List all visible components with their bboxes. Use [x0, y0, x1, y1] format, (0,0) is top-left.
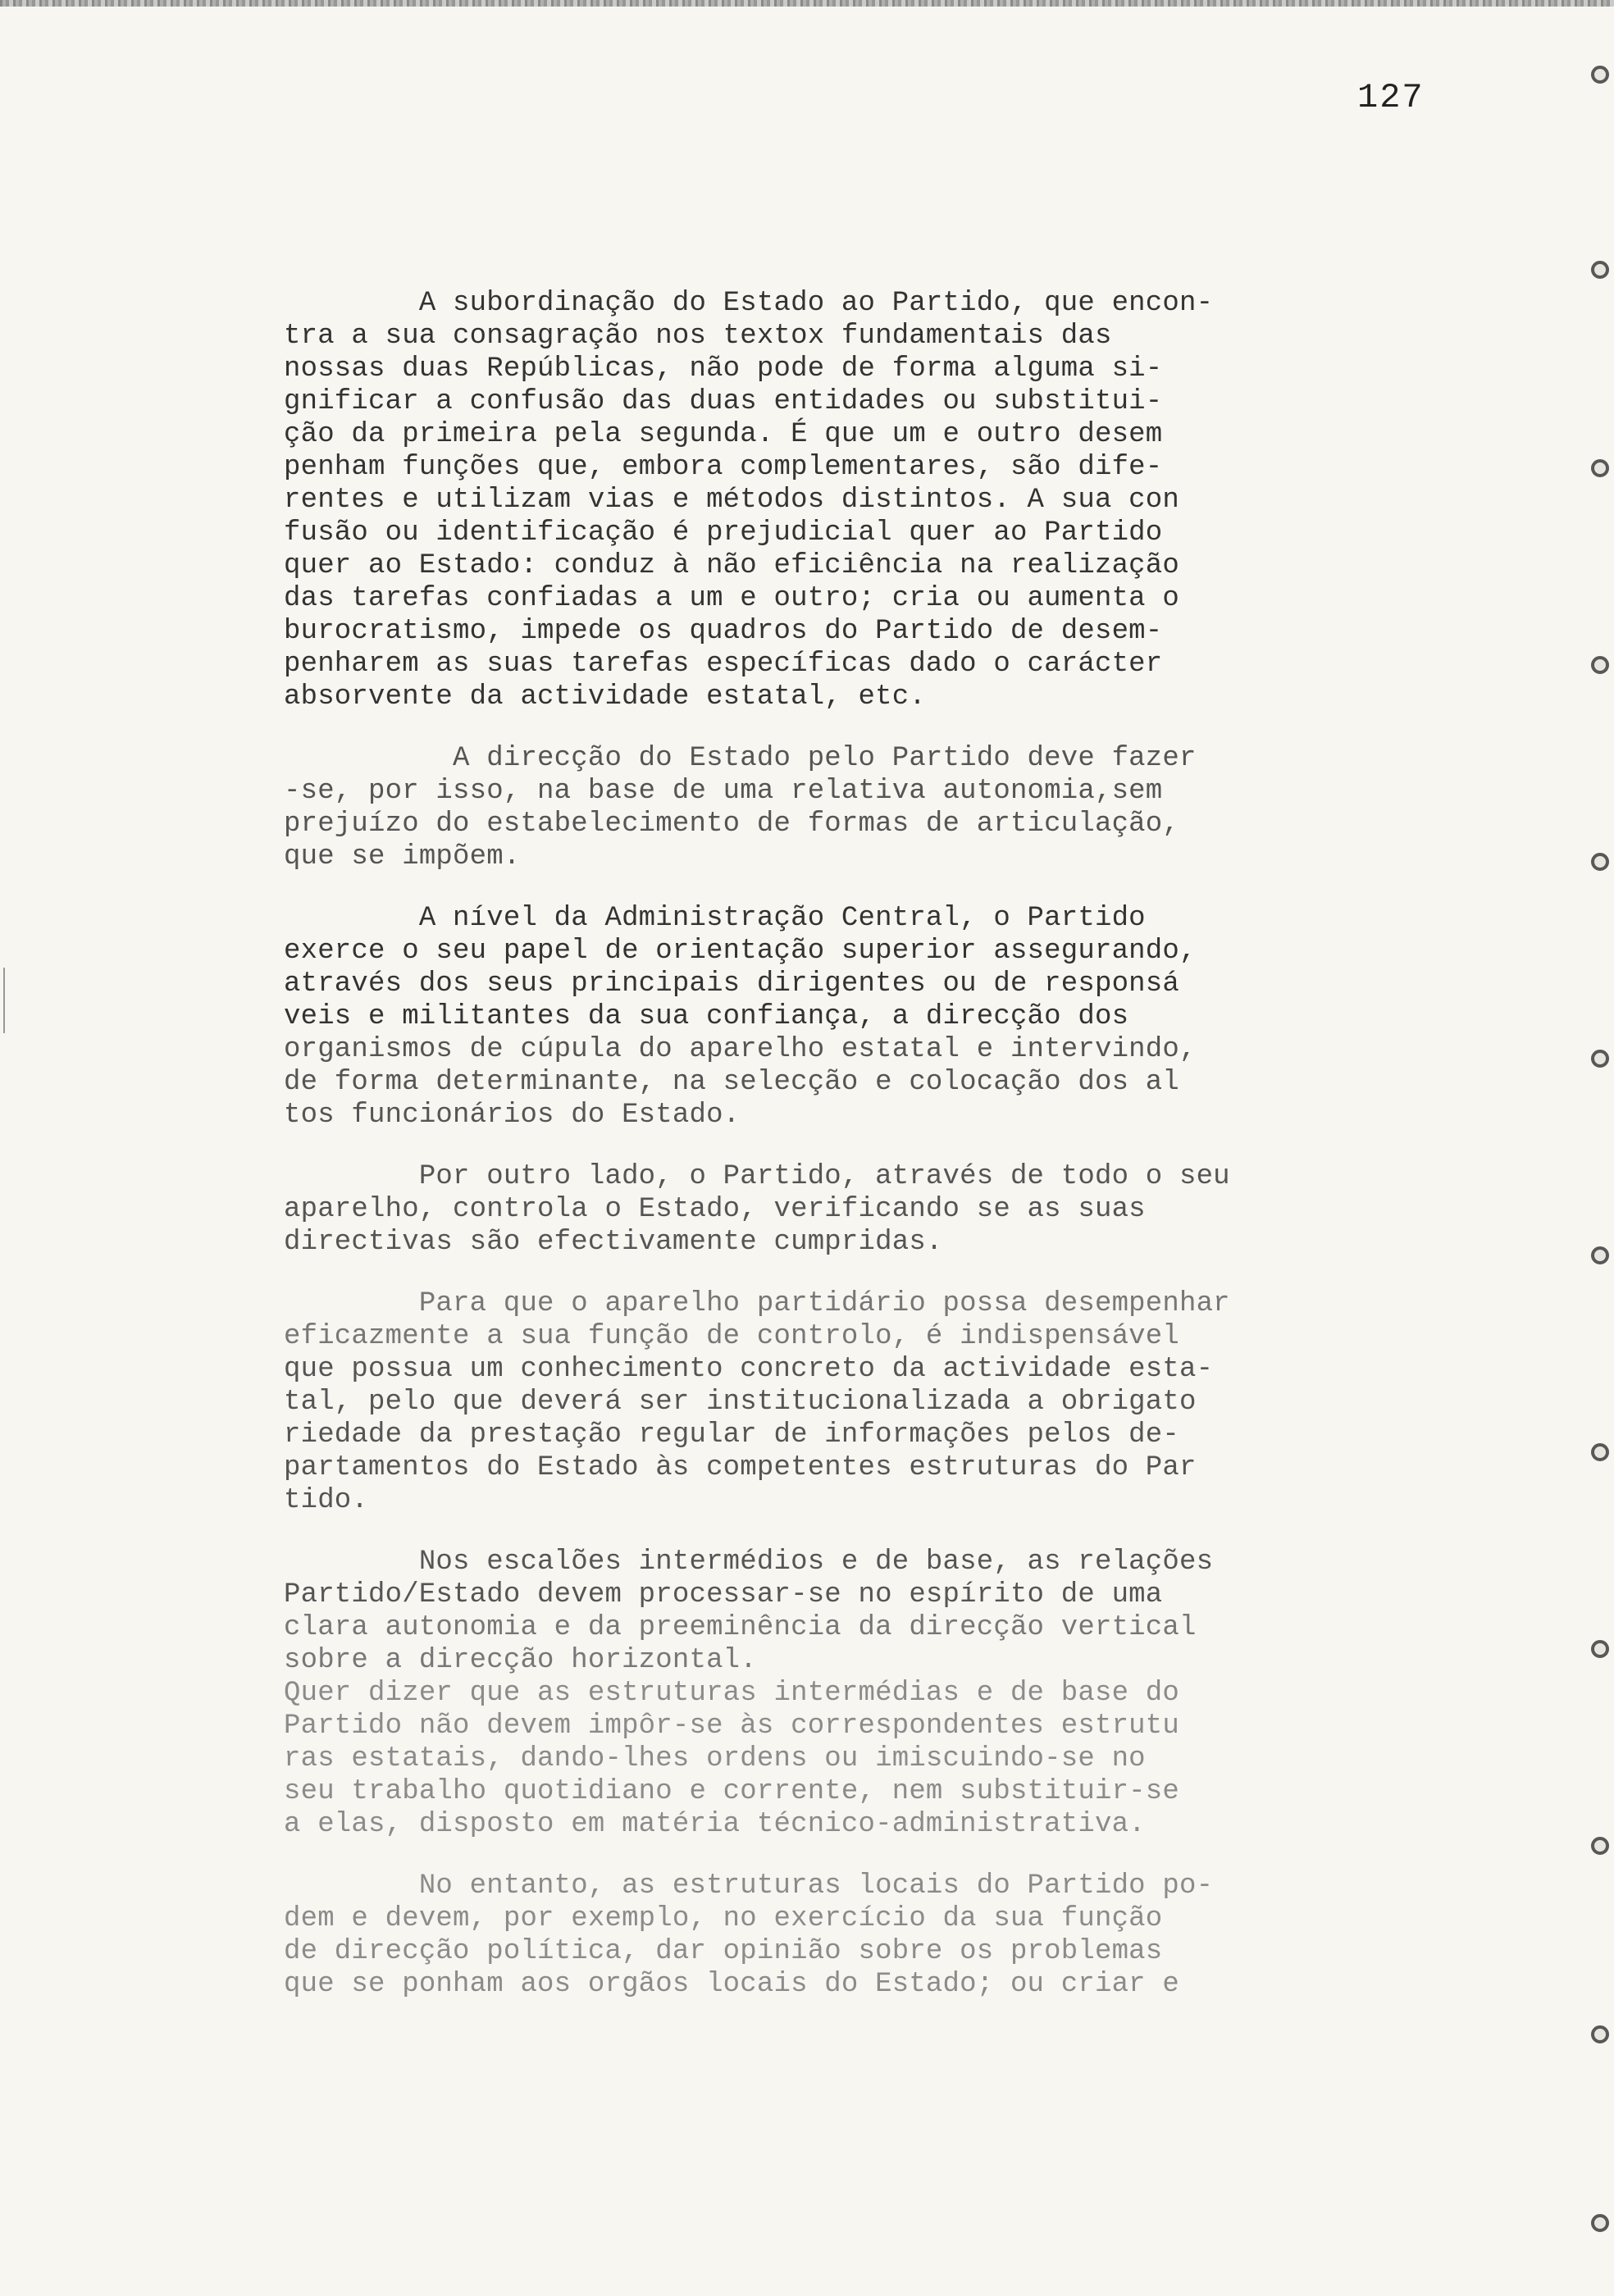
paragraph-gap: [284, 873, 1424, 902]
page-number: 127: [1357, 78, 1425, 117]
binder-hole-icon: [1591, 261, 1609, 279]
text-line: através dos seus principais dirigentes ou de responsá: [284, 968, 1179, 1000]
paragraph-6: [284, 1546, 1424, 1841]
text-line: ras estatais, dando-lhes ordens ou imiscuindo-se no: [284, 1743, 1146, 1774]
text-line: absorvente da actividade estatal, etc.: [284, 681, 926, 713]
text-line: quer ao Estado: conduz à não eficiência na realização: [284, 550, 1179, 581]
scan-top-edge: [0, 0, 1614, 7]
paragraph-4: [284, 1160, 1424, 1259]
text-line: A direcção do Estado pelo Partido deve fazer: [284, 743, 1197, 774]
binder-hole-icon: [1591, 656, 1609, 674]
binder-hole-icon: [1591, 2214, 1609, 2232]
text-line: ção da primeira pela segunda. É que um e outro desem: [284, 419, 1163, 450]
text-line: a elas, disposto em matéria técnico-administrativa.: [284, 1809, 1146, 1840]
text-line: riedade da prestação regular de informações pelos de-: [284, 1419, 1179, 1451]
text-line: penharem as suas tarefas específicas dado o carácter: [284, 649, 1163, 680]
text-line: gnificar a confusão das duas entidades ou substitui-: [284, 386, 1163, 417]
text-line: directivas são efectivamente cumpridas.: [284, 1227, 943, 1258]
text-line: partamentos do Estado às competentes estruturas do Par: [284, 1452, 1197, 1483]
text-line: prejuízo do estabelecimento de formas de articulação,: [284, 809, 1179, 840]
text-line: tal, pelo que deverá ser institucionalizada a obrigato: [284, 1387, 1197, 1418]
text-line: seu trabalho quotidiano e corrente, nem substituir-se: [284, 1776, 1179, 1807]
text-line: eficazmente a sua função de controlo, é indispensável: [284, 1321, 1179, 1352]
text-line: nossas duas Repúblicas, não pode de forma alguma si-: [284, 353, 1163, 385]
text-line: Partido não devem impôr-se às correspondentes estrutu: [284, 1711, 1179, 1742]
text-line: Partido/Estado devem processar-se no espírito de uma: [284, 1579, 1163, 1610]
text-line: tido.: [284, 1485, 369, 1516]
text-line: tos funcionários do Estado.: [284, 1100, 741, 1131]
text-line: que se impõem.: [284, 841, 521, 872]
text-line: Para que o aparelho partidário possa desempenhar: [284, 1288, 1230, 1319]
paragraph-7: [284, 1870, 1424, 2001]
scan-mark: [3, 968, 5, 1033]
paragraph-3: [284, 902, 1424, 1132]
binder-hole-icon: [1591, 1837, 1609, 1855]
text-line: organismos de cúpula do aparelho estatal e intervindo,: [284, 1034, 1197, 1065]
binder-hole-icon: [1591, 1050, 1609, 1068]
text-line: dem e devem, por exemplo, no exercício da sua função: [284, 1903, 1163, 1934]
paragraph-5: [284, 1287, 1424, 1517]
text-line: Nos escalões intermédios e de base, as relações: [284, 1547, 1214, 1578]
text-line: de forma determinante, na selecção e colocação dos al: [284, 1067, 1179, 1098]
text-line: rentes e utilizam vias e métodos distintos. A sua con: [284, 485, 1179, 516]
paragraph-2: [284, 742, 1424, 873]
text-line: clara autonomia e da preeminência da direcção vertical: [284, 1612, 1197, 1643]
text-line: sobre a direcção horizontal.: [284, 1645, 757, 1676]
text-line: aparelho, controla o Estado, verificando se as suas: [284, 1194, 1146, 1225]
paragraph-gap: [284, 1841, 1424, 1870]
text-line: Quer dizer que as estruturas intermédias e de base do: [284, 1678, 1179, 1709]
text-line: que possua um conhecimento concreto da actividade esta-: [284, 1354, 1214, 1385]
binder-hole-icon: [1591, 853, 1609, 871]
text-line: das tarefas confiadas a um e outro; cria ou aumenta o: [284, 583, 1179, 614]
text-line: Por outro lado, o Partido, através de todo o seu: [284, 1161, 1230, 1192]
text-line: A subordinação do Estado ao Partido, que encon-: [284, 288, 1214, 319]
text-line: veis e militantes da sua confiança, a direcção dos: [284, 1001, 1129, 1032]
text-line: burocratismo, impede os quadros do Partido de desem-: [284, 616, 1163, 647]
paragraph-gap: [284, 713, 1424, 742]
paragraph-1: [284, 287, 1424, 713]
binder-hole-icon: [1591, 1443, 1609, 1461]
binder-hole-icon: [1591, 2025, 1609, 2043]
binder-hole-icon: [1591, 1640, 1609, 1658]
text-line: que se ponham aos orgãos locais do Estado; ou criar e: [284, 1969, 1179, 2000]
text-line: A nível da Administração Central, o Partido: [284, 903, 1146, 934]
text-line: penham funções que, embora complementares, são dife-: [284, 452, 1163, 483]
paragraph-gap: [284, 1132, 1424, 1160]
body-text: [284, 287, 1424, 2001]
paragraph-gap: [284, 1517, 1424, 1546]
binder-hole-icon: [1591, 66, 1609, 84]
text-line: tra a sua consagração nos textox fundamentais das: [284, 321, 1112, 352]
text-line: -se, por isso, na base de uma relativa autonomia,sem: [284, 776, 1163, 807]
binder-hole-icon: [1591, 1246, 1609, 1264]
binder-hole-icon: [1591, 459, 1609, 477]
text-line: No entanto, as estruturas locais do Partido po-: [284, 1870, 1214, 1902]
text-line: fusão ou identificação é prejudicial quer ao Partido: [284, 517, 1163, 549]
paragraph-gap: [284, 1259, 1424, 1287]
text-line: de direcção política, dar opinião sobre os problemas: [284, 1936, 1163, 1967]
text-line: exerce o seu papel de orientação superior assegurando,: [284, 936, 1197, 967]
